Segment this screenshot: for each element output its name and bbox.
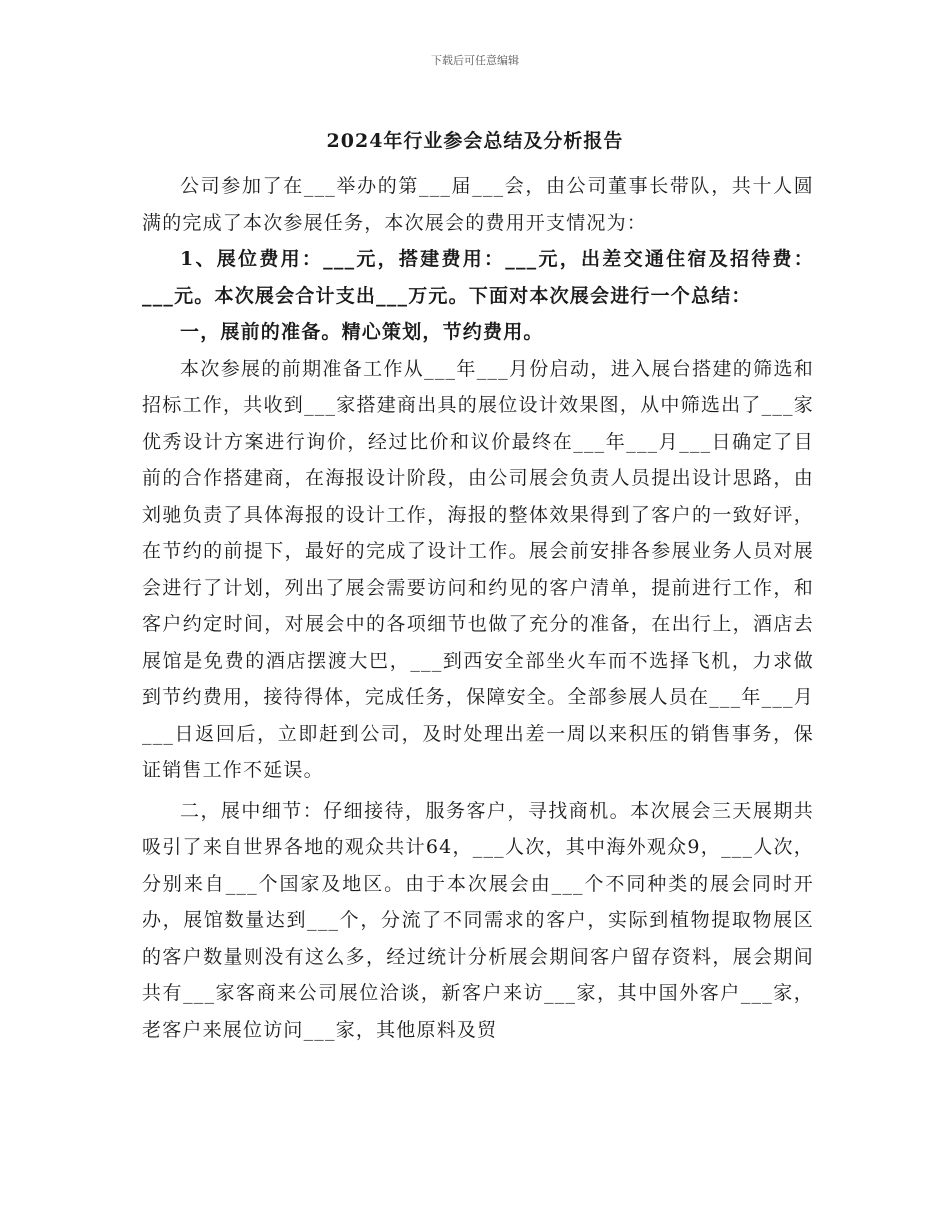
- document-body: [142, 168, 814, 1048]
- paragraph-intro: 公司参加了在___举办的第___届___会，由公司董事长带队，共十人圆满的完成了本次参展任务，本次展会的费用开支情况为：: [142, 175, 814, 234]
- paragraph-exhibition-details: 二，展中细节：仔细接待，服务客户，寻找商机。本次展会三天展期共吸引了来自世界各地的观众共计64，___人次，其中海外观众9，___人次，分别来自___个国家及地区。由于本次展会由___个不同种类的展会同时开办，展馆数量达到___个，分流了不同需求的客户，实际到植物提取物展区的客户数量则没有这么多，经过统计分析展会期间客户留存资料，展会期间共有___家客商来公司展位洽谈，新客户来访___家，其中国外客户___家，老客户来展位访问___家，其他原料及贸: [142, 799, 814, 1041]
- paragraph-preparation: 本次参展的前期准备工作从___年___月份启动，进入展台搭建的筛选和招标工作，共收到___家搭建商出具的展位设计效果图，从中筛选出了___家优秀设计方案进行询价，经过比价和议价最终在___年___月___日确定了目前的合作搭建商，在海报设计阶段，由公司展会负责人员提出设计思路，由刘驰负责了具体海报的设计工作，海报的整体效果得到了客户的一致好评，在节约的前提下，最好的完成了设计工作。展会前安排各参展业务人员对展会进行了计划，列出了展会需要访问和约见的客户清单，提前进行工作，和客户约定时间，对展会中的各项细节也做了充分的准备，在出行上，酒店去展馆是免费的酒店摆渡大巴，___到西安全部坐火车而不选择飞机，力求做到节约费用，接待得体，完成任务，保障安全。全部参展人员在___年___月___日返回后，立即赶到公司，及时处理出差一周以来积压的销售事务，保证销售工作不延误。: [142, 357, 814, 781]
- paragraph-expenses: 1、展位费用：___元，搭建费用：___元，出差交通住宿及招待费：___元。本次展会合计支出___万元。下面对本次展会进行一个总结：: [142, 248, 814, 307]
- section-heading-preparation: 一，展前的准备。精心策划，节约费用。: [180, 321, 544, 343]
- page-title: 2024年行业参会总结及分析报告: [326, 130, 624, 152]
- page-header: 下载后可任意编辑: [431, 54, 519, 67]
